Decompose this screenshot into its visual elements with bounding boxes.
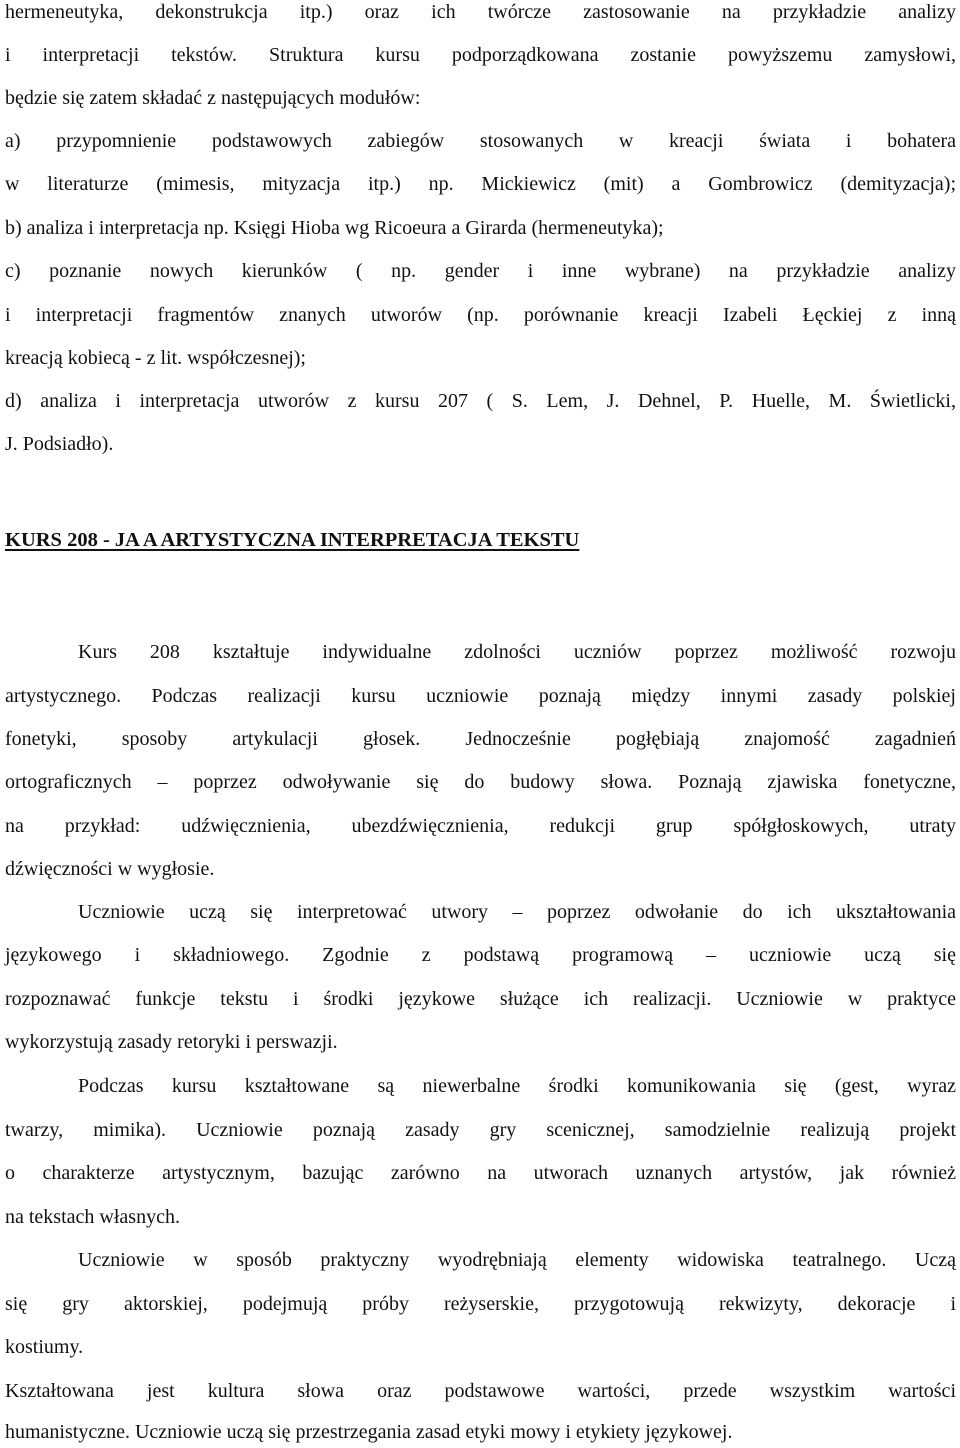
- text-line: będzie się zatem składać z następujących modułów:: [5, 87, 421, 109]
- text-line: twarzy, mimika). Uczniowie poznają zasady gry scenicznej, samodzielnie realizują projekt: [5, 1119, 956, 1141]
- text-line: d) analiza i interpretacja utworów z kursu 207 ( S. Lem, J. Dehnel, P. Huelle, M. Świetlicki,: [5, 390, 956, 412]
- text-line: kostiumy.: [5, 1336, 84, 1358]
- section-heading: KURS 208 - JA A ARTYSTYCZNA INTERPRETACJA TEKSTU: [5, 529, 580, 551]
- text-line: Kształtowana jest kultura słowa oraz podstawowe wartości, przede wszystkim wartości: [5, 1380, 956, 1402]
- text-line: Podczas kursu kształtowane są niewerbalne środki komunikowania się (gest, wyraz: [78, 1075, 956, 1097]
- text-line: Uczniowie uczą się interpretować utwory – poprzez odwołanie do ich ukształtowania: [78, 901, 956, 923]
- text-line: ortograficznych – poprzez odwoływanie się do budowy słowa. Poznają zjawiska fonetyczne,: [5, 771, 956, 793]
- text-line: i interpretacji tekstów. Struktura kursu podporządkowana zostanie powyższemu zamysłowi,: [5, 44, 956, 66]
- text-line: się gry aktorskiej, podejmują próby reżyserskie, przygotowują rekwizyty, dekoracje i: [5, 1293, 956, 1315]
- text-line: na przykład: udźwięcznienia, ubezdźwięcznienia, redukcji grup spółgłoskowych, utraty: [5, 815, 956, 837]
- text-line: rozpoznawać funkcje tekstu i środki językowe służące ich realizacji. Uczniowie w praktyce: [5, 988, 956, 1010]
- text-line: językowego i składniowego. Zgodnie z podstawą programową – uczniowie uczą się: [5, 944, 956, 966]
- text-line: w literaturze (mimesis, mityzacja itp.) np. Mickiewicz (mit) a Gombrowicz (demityzacja);: [5, 173, 956, 195]
- text-line: humanistyczne. Uczniowie uczą się przestrzegania zasad etyki mowy i etykiety językowej.: [5, 1421, 733, 1443]
- text-line: Uczniowie w sposób praktyczny wyodrębniają elementy widowiska teatralnego. Uczą: [78, 1249, 956, 1271]
- text-line: J. Podsiadło).: [5, 433, 114, 455]
- text-line: o charakterze artystycznym, bazując zarówno na utworach uznanych artystów, jak również: [5, 1162, 956, 1184]
- text-line: kreacją kobiecą - z lit. współczesnej);: [5, 347, 306, 369]
- text-line: na tekstach własnych.: [5, 1206, 180, 1228]
- text-line: dźwięczności w wygłosie.: [5, 858, 215, 880]
- text-line: a) przypomnienie podstawowych zabiegów stosowanych w kreacji świata i bohatera: [5, 130, 956, 152]
- text-line: c) poznanie nowych kierunków ( np. gender i inne wybrane) na przykładzie analizy: [5, 260, 956, 282]
- text-line: i interpretacji fragmentów znanych utworów (np. porównanie kreacji Izabeli Łęckiej z inną: [5, 304, 956, 326]
- text-line: b) analiza i interpretacja np. Księgi Hioba wg Ricoeura a Girarda (hermeneutyka);: [5, 217, 664, 239]
- text-line: Kurs 208 kształtuje indywidualne zdolności uczniów poprzez możliwość rozwoju: [78, 641, 956, 663]
- text-line: wykorzystują zasady retoryki i perswazji.: [5, 1031, 338, 1053]
- text-line: fonetyki, sposoby artykulacji głosek. Jednocześnie pogłębiają znajomość zagadnień: [5, 728, 956, 750]
- text-line: artystycznego. Podczas realizacji kursu uczniowie poznają między innymi zasady polskiej: [5, 685, 956, 707]
- text-line: hermeneutyka, dekonstrukcja itp.) oraz ich twórcze zastosowanie na przykładzie analizy: [5, 1, 956, 23]
